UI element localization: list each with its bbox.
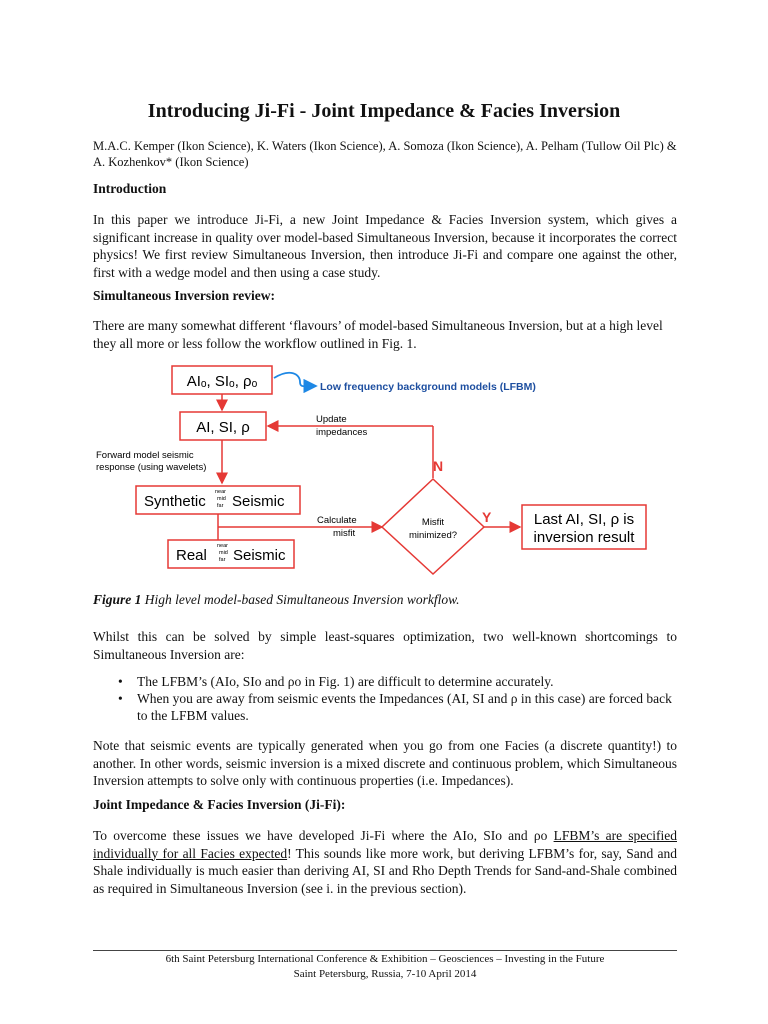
no-label: N [433,458,444,474]
synthetic-label: Synthetic [144,493,206,510]
footer-line-2: Saint Petersburg, Russia, 7-10 April 2014 [293,968,477,980]
decision-label-1: Misfit [421,517,445,528]
whilst-paragraph: Whilst this can be solved by simple least-squares optimization, two well-known shortcomings to Simultaneous Inversion are: [93,629,677,662]
real-stack-mid: mid [219,550,228,556]
jifi-heading: Joint Impedance & Facies Inversion (Ji-Fi): [93,797,346,812]
current-impedance-label: AI, SI, ρ [196,419,250,436]
real-seismic-label: Seismic [233,547,286,564]
introduction-heading: Introduction [93,181,167,196]
footer-line-1: 6th Saint Petersburg International Conference & Exhibition – Geosciences – Investing in the Future [165,953,605,965]
result-label-1: Last AI, SI, ρ is [533,511,635,528]
update-label-2: impedances [316,427,368,438]
synthetic-stack-far: far [217,503,224,509]
decision-label-2: minimized? [408,530,458,541]
synthetic-stack-mid: mid [217,496,226,502]
jifi-paragraph: To overcome these issues we have developed Ji-Fi where the AIo, SIo and ρo LFBM’s are specified individually for all Facies expected! This sounds like more work, but deriving LFBM’s for, say, Sand and Shale individually is much easier than deriving AI, SI and Rho Depth Trends for Sand-and-Shale combined as required in Simultaneous Inversion (see i. in the previous section). [93,828,677,896]
forward-label-1: Forward model seismic [96,450,194,461]
real-label: Real [176,547,207,564]
real-stack-near: near [217,543,229,549]
figure-caption-text: High level model-based Simultaneous Inversion workflow. [144,592,460,607]
lfbm-label: Low frequency background models (LFBM) [320,381,536,393]
lfbm-arrow [274,373,316,387]
paper-title: Introducing Ji-Fi - Joint Impedance & Facies Inversion [147,100,621,122]
figure-caption-label: Figure 1 [93,592,142,607]
simultaneous-inversion-heading: Simultaneous Inversion review: [93,288,276,303]
real-stack-far: far [219,557,226,563]
figure-caption [93,592,459,608]
jifi-underlined-text: LFBM’s are specified individually for all Facies expected [93,828,677,861]
footer-divider [93,950,677,951]
update-label-1: Update [316,414,347,425]
calculate-label-2: misfit [333,528,356,539]
calculate-label-1: Calculate [317,515,357,526]
figure-1-workflow-diagram [90,360,680,580]
yes-label: Y [482,509,492,525]
author-list: M.A.C. Kemper (Ikon Science), K. Waters (Ikon Science), A. Somoza (Ikon Science), A. Pelham (Tullow Oil Plc) & A. Kozhenkov* (Ikon Science) [93,139,677,169]
simultaneous-inversion-paragraph: There are many somewhat different ‘flavours’ of model-based Simultaneous Inversion, but at a high level they all more or less follow the workflow outlined in Fig. 1. [93,318,663,351]
introduction-paragraph: In this paper we introduce Ji-Fi, a new Joint Impedance & Facies Inversion system, which gives a significant increase in quality over model-based Simultaneous Inversion, because it incorporates the correct physics! We first review Simultaneous Inversion, then introduce Ji-Fi and compare one against the other, first with a wedge model and then using a case study. [93,212,677,280]
forward-label-2: response (using wavelets) [96,462,207,473]
note-paragraph: Note that seismic events are typically generated when you go from one Facies (a discrete quantity!) to another. In other words, seismic inversion is a mixed discrete and continuous problem, which Simultaneous Inversion attempts to solve only with continuous properties (i.e. Impedances). [93,738,677,788]
synthetic-seismic-label: Seismic [232,493,285,510]
shortcomings-list [93,673,677,724]
result-label-2: inversion result [533,529,635,546]
initial-models-label: AIₒ, SIₒ, ρₒ [186,373,258,390]
synthetic-stack-near: near [215,489,227,495]
list-item: • The LFBM’s (AIo, SIo and ρo in Fig. 1) are difficult to determine accurately. [118,674,554,689]
list-item: • When you are away from seismic events the Impedances (AI, SI and ρ in this case) are forced back to the LFBM values. [118,691,672,723]
